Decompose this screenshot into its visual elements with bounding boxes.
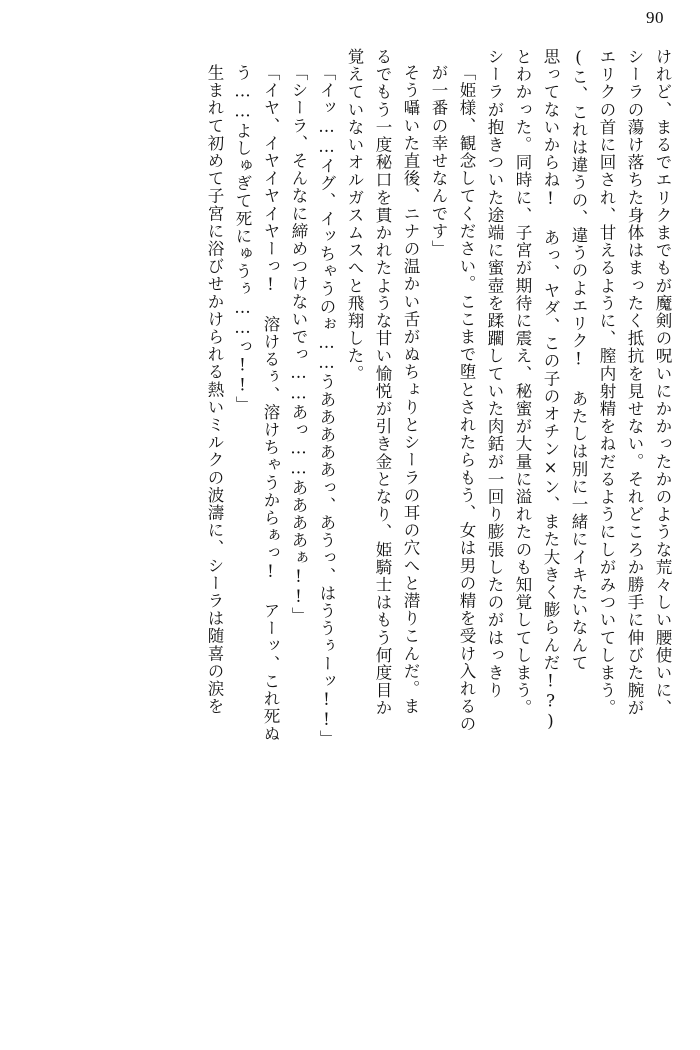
text-column: 「イヤ、イヤイヤイヤーっ! 溶けるぅ、溶けちゃうからぁっ! アーッ、これ死ぬ: [261, 64, 280, 743]
page-number: 90: [646, 8, 664, 27]
text-column: 「姫様、観念してください。ここまで堕とされたらもう、女は男の精を受け入れるの: [457, 64, 476, 733]
text-column: 「シーラ、そんなに締めつけないでっ……あっ……ああああぁ!!」: [289, 64, 308, 625]
text-column: るでもう一度秘口を貫かれたような甘い愉悦が引き金となり、姫騎士はもう何度目か: [373, 48, 392, 717]
text-column: 「イッ……イグ、イッちゃうのぉ……うあああああっ、あうっ、はううぅーッ!!」: [317, 64, 336, 748]
text-column: そう囁いた直後、ニナの温かい舌がぬちょりとシーラの耳の穴へと潜りこんだ。ま: [401, 64, 420, 716]
text-column: けれど、まるでエリクまでもが魔剣の呪いにかかったかのような荒々しい腰使いに、: [653, 48, 672, 717]
text-column: 生まれて初めて子宮に浴びせかけられる熱いミルクの波濤に、シーラは随喜の涙を: [205, 64, 224, 716]
text-column: エリクの首に回され、甘えるように、膣内射精をねだるようにしがみついてしまう。: [597, 48, 616, 717]
text-column: 思ってないからね! あっ、ヤダ、この子のオチン×ン、また大きく膨らんだ!?): [541, 48, 560, 732]
vertical-text-body: [30, 48, 670, 1020]
text-column: シーラが抱きついた途端に蜜壺を蹂躙していた肉銛が一回り膨張したのがはっきり: [485, 48, 504, 700]
text-column: 覚えていないオルガスムスへと飛翔した。: [345, 48, 364, 383]
text-column: (こ、これは違うの、違うのよエリク! あたしは別に一緒にイキたいなんて: [569, 48, 588, 672]
text-column: シーラの蕩け落ちた身体はまったく抵抗を見せない。それどころか勝手に伸びた腕が: [625, 48, 644, 717]
text-column: とわかった。同時に、子宮が期待に震え、秘蜜が大量に溢れたのも知覚してしまう。: [513, 48, 532, 717]
text-column: が一番の幸せなんです」: [429, 64, 448, 258]
text-column: う……よしゅぎて死にゅうぅ……っ!!」: [233, 64, 252, 414]
